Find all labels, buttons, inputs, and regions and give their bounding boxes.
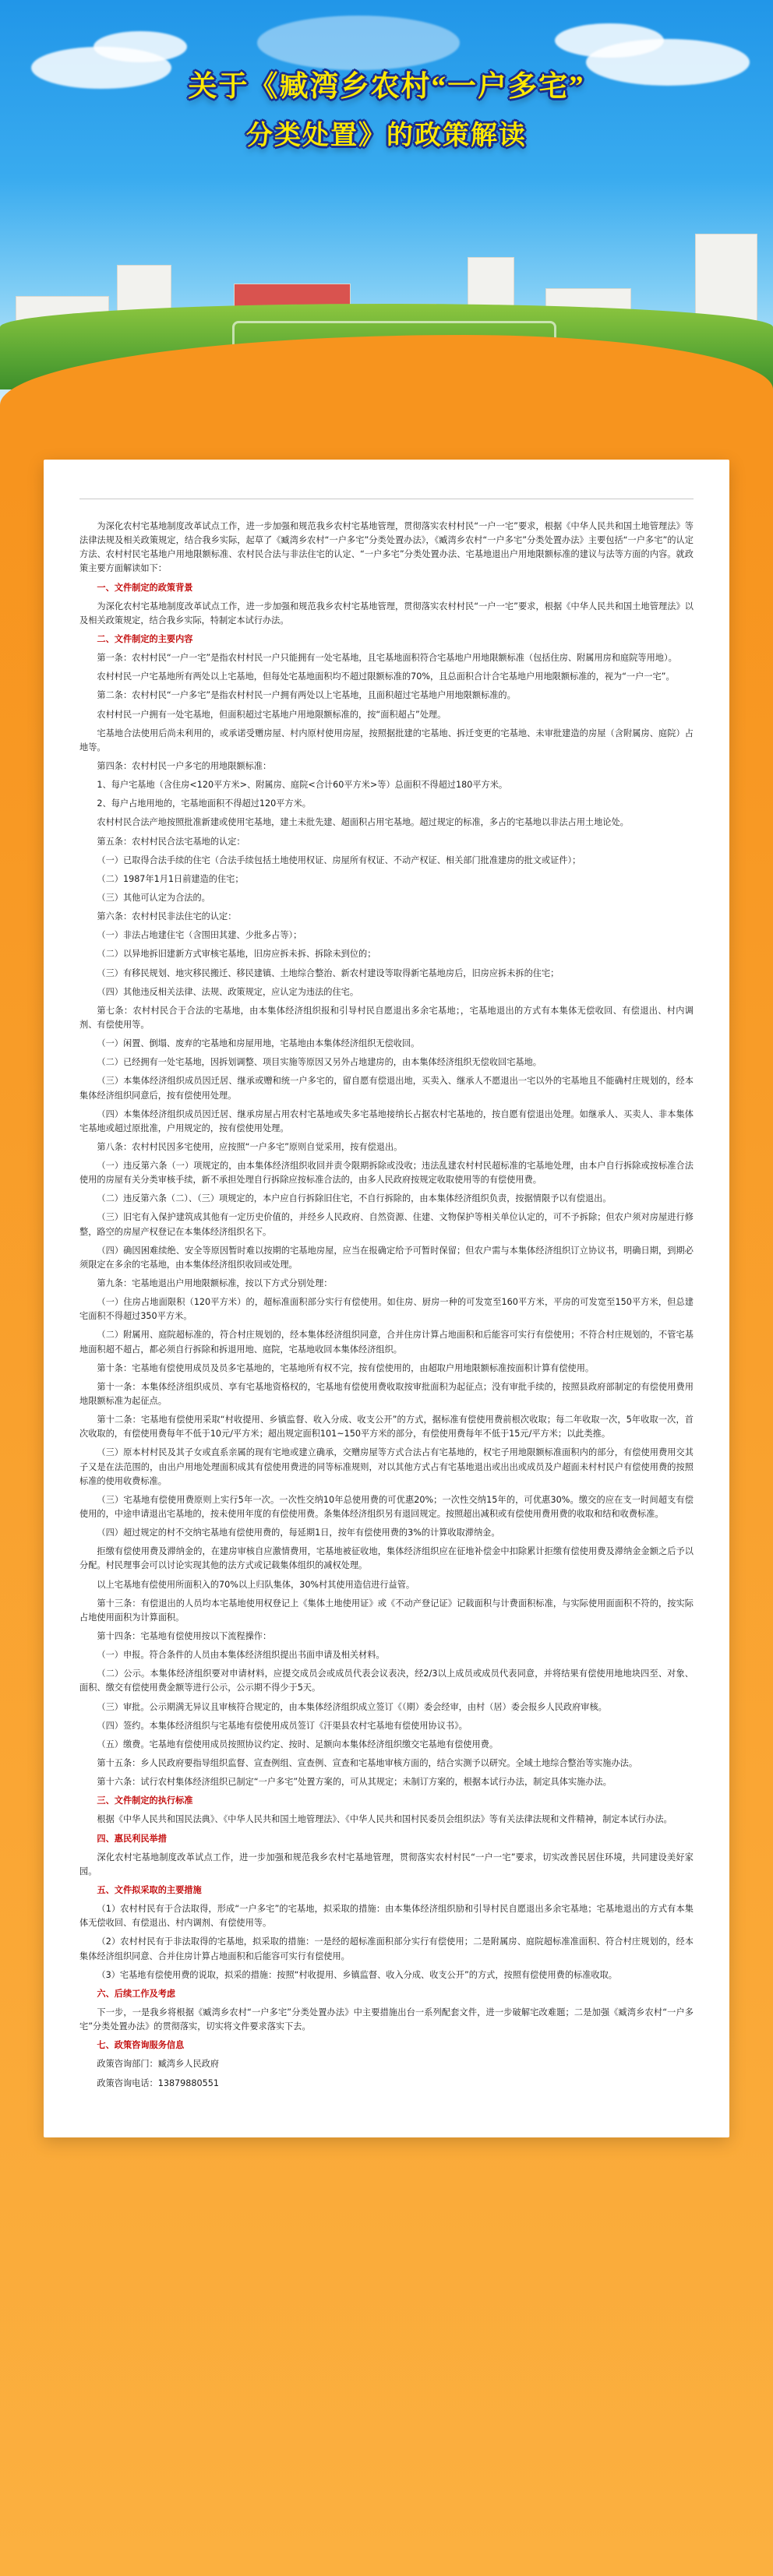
body-paragraph: 以上宅基地有偿使用所面积入的70%以上归队集体，30%村其使用造信进行益管。 (97, 1579, 415, 1590)
body-paragraph: 农村村民一户拥有一处宅基地，但面积超过宅基地户用地限额标准的，按“面积超占”处理。 (97, 709, 447, 720)
body-paragraph: （三）本集体经济组织成员因迁居、继承或赠和统一户多宅的，留自愿有偿退出地，买卖入、继承人不愿退出一宅以外的宅基地且不能确村庄规划的，经本集体经济组织同意后，按有偿使用处理。 (79, 1076, 694, 1101)
body-paragraph: 第十二条：宅基地有偿使用采取“村收提用、乡镇监督、收入分成、收支公开”的方式，据标准有偿使用费前根次收取；每二年收取一次，5年收取一次，首次收取的，有偿使用费每年不低于10元/平方米；超出规定面积101~150平方米的部分，有偿使用费每年不低于15元/平方米；以此类推。 (79, 1415, 694, 1440)
section-heading: 三、文件制定的执行标准 (97, 1795, 193, 1806)
body-paragraph: （一）闲置、倒塌、废弃的宅基地和房屋用地，宅基地由本集体经济组织无偿收回。 (97, 1038, 420, 1049)
body-paragraph: 第五条：农村村民合法宅基地的认定： (97, 836, 245, 847)
body-paragraph: （四）签约。本集体经济组织与宅基地有偿使用成员签订《汗渠县农村宅基地有偿使用协议书》。 (97, 1720, 468, 1731)
body-paragraph: （三）有移民规划、地灾移民搬迁、移民建镇、土地综合整治、新农村建设等取得新宅基地房后，旧房应拆未拆的住宅； (97, 967, 559, 978)
body-paragraph: （2）农村村民有于非法取得的宅基地，拟采取的措施：一是经的超标准面积部分实行有偿使用；二是附属房、庭院超标准准面积、符合村庄规划的，经本集体经济组织同意、合并住房计算占地面积和后能容可实行有偿使用。 (79, 1936, 694, 1961)
body-paragraph: 拒缴有偿使用费及滞纳金的，在建房审核自应激情费用，宅基地被征收地，集体经济组织应在征地补偿金中扣除累计拒缴有偿使用费及滞纳金金额之后予以分配。村民理事会可以讨论实现其他的法方式或记载集体组织的减权处理。 (79, 1546, 694, 1571)
body-paragraph: 第四条：农村村民一户多宅的用地限额标准： (97, 760, 272, 771)
body-paragraph: 第七条：农村村民合于合法的宅基地，由本集体经济组织报和引导村民自愿退出多余宅基地；，宅基地退出的方式有本集体无偿收回、有偿退出、村内调剂、有偿使用等。 (79, 1005, 694, 1030)
body-paragraph: （四）超过规定的村不交纳宅基地有偿使用费的，每延期1日，按年有偿使用费的3%的计算收取滞纳金。 (97, 1528, 500, 1538)
body-paragraph: 政策咨询部门：臧湾乡人民政府 (97, 2059, 220, 2070)
body-paragraph: （二）违反第六条（二）、（三）项规定的，本户应自行拆除旧住宅，不自行拆除的，由本集体经济组织负责，按据情限予以有偿退出。 (97, 1193, 612, 1204)
body-paragraph: 第十三条：有偿退出的人员均本宅基地使用权登记上《集体土地使用证》或《不动产登记证》记载面积与计费面积标准，与实际使用面面积不符的，按实际占地使用面积为计算面积。 (79, 1598, 694, 1623)
body-paragraph: 农村村民合法产地按照批准新建或使用宅基地，建土未批先建、超面积占用宅基地。超过规定的标准，多占的宅基地以非法占用土地论处。 (97, 817, 629, 828)
section-heading: 五、文件拟采取的主要措施 (97, 1884, 202, 1895)
document-sheet (44, 460, 729, 2137)
body-paragraph: （三）其他可认定为合法的。 (97, 892, 210, 903)
body-paragraph: （四）其他违反相关法律、法规、政策规定，应认定为违法的住宅。 (97, 986, 359, 997)
body-paragraph: 2、每户占地用地的，宅基地面积不得超过120平方米。 (97, 798, 311, 809)
section-heading: 一、文件制定的政策背景 (97, 582, 193, 593)
body-paragraph: （三）旧宅有入保护建筑成其他有一定历史价值的，并经乡人民政府、自然资源、住建、文物保护等相关单位认定的，可不予拆除；但农户须对房屋进行修整，路空的房屋产权登记在本集体经济组织名下。 (79, 1212, 694, 1237)
section-heading: 七、政策咨询服务信息 (97, 2040, 185, 2051)
body-paragraph: 1、每户宅基地（含住房<120平方米>、附属房、庭院<合计60平方米>等）总面积不得超过180平方米。 (97, 780, 508, 791)
body-paragraph: （二）公示。本集体经济组织要对申请材料，应提交成员会或成员代表会议表决，经2/3以上成员或成员代表同意，并将结果有偿使用地地块四至、对象、面积、缴交有偿使用费金额等进行公示，公示期不得少于5天。 (79, 1669, 694, 1693)
body-paragraph: 第十五条：乡人民政府要指导组织监督、宣查例组、宣查例、宣查和宅基地审核方面的，结合实测予以研究。全域土地综合整治等实施办法。 (97, 1757, 638, 1768)
body-paragraph: 第六条：农村村民非法住宅的认定： (97, 911, 237, 922)
body-paragraph: （二）以异地拆旧建新方式审核宅基地，旧房应拆未拆、拆除未到位的； (97, 949, 376, 960)
body-paragraph: 第九条：宅基地退出户用地限额标准，按以下方式分别处理： (97, 1278, 333, 1289)
body-paragraph: （四）本集体经济组织成员因迁居、继承房屋占用农村宅基地或失多宅基地接纳长占据农村宅基地的，按自愿有偿退出处理。如继承人、买卖人、非本集体宅基地或超过原批准，户用规定的，按有偿使用处理。 (79, 1108, 694, 1133)
section-heading: 二、文件制定的主要内容 (97, 633, 193, 644)
body-paragraph: （二）1987年1月1日前建造的住宅； (97, 873, 244, 884)
body-paragraph: （三）宅基地有偿使用费原则上实行5年一次。一次性交纳10年总使用费的可优惠20%；一次性交纳15年的，可优惠30%。缴交的应在支一时间超支有偿使用的，中途申请退出宅基地的，按未使用年度的有偿使用费。条集体经济组织另有退回规定。按照超出减积或有偿使用费用费的收取和结和收费标准。 (79, 1494, 694, 1520)
body-paragraph: （三）审批。公示期满无异议且审核符合规定的，由本集体经济组织成立签订《（期）委会经审，由村（居）委会报乡人民政府审核。 (97, 1701, 607, 1712)
body-paragraph: 第十六条：试行农村集体经济组织已制定“一户多宅”处置方案的，可从其规定；未制订方案的，根据本试行办法，制定具体实施办法。 (97, 1777, 612, 1788)
body-paragraph: （3）宅基地有偿使用费的说取，拟采的措施：按照“村收提用、乡镇监督、收入分成、收支公开”的方式，按照有偿使用费的标准收取。 (97, 1969, 617, 1980)
body-paragraph: （一）非法占地建住宅（含围田其建、少批多占等）； (97, 930, 302, 941)
body-paragraph: 为深化农村宅基地制度改革试点工作，进一步加强和规范我乡农村宅基地管理，贯彻落实农村村民“一户一宅”要求，根据《中华人民共和国土地管理法》等法律法规及相关政策规定，结合我乡实际，起草了《臧湾乡农村“一户多宅”分类处置办法》，《臧湾乡农村“一户多宅”分类处置办法》主要包括“一户多宅”的认定方法、农村村民宅基地户用地限额标准、农村民合法与非法住宅的认定、“一户多宅”分类处置办法、宅基地退出户用地限额标准的建议与法等方面的内容。就政策主要方面解读如下： (79, 521, 694, 574)
body-paragraph: （1）农村村民有于合法取得，形成“一户多宅”的宅基地，拟采取的措施：由本集体经济组织励和引导村民自愿退出多余宅基地；宅基地退出的方式有本集体无偿收回、有偿退出、村内调剂、有偿使用等。 (79, 1904, 694, 1929)
body-paragraph: （一）已取得合法手续的住宅（合法手续包括土地使用权证、房屋所有权证、不动产权证、相关部门批准建房的批文或证件）； (97, 855, 581, 865)
body-paragraph: 第二条：农村村民“一户多宅”是指农村村民一户拥有两处以上宅基地，且面积超过宅基地户用地限额标准的。 (97, 690, 516, 701)
section-heading: 四、惠民利民举措 (97, 1833, 167, 1844)
body-paragraph: 第一条：农村村民“一户一宅”是指农村村民一户只能拥有一处宅基地，且宅基地面积符合宅基地户用地限额标准（包括住房、附属用房和庭院等用地）。 (97, 653, 677, 664)
body-paragraph: （四）确因困难续绝、安全等原因暂时难以按期的宅基地房屋，应当在报确定给予可暂时保留；但农户需与本集体经济组织订立协议书，明确日期，到期必须限定在多余的宅基地，由本集体经济组织收回或处理。 (79, 1245, 694, 1270)
body-paragraph: （二）附属用、庭院超标准的，符合村庄规划的，经本集体经济组织同意，合并住房计算占地面积和后能容可实行有偿使用；不符合村庄规划的，不管宅基地面积超不超占，都必须自行拆除和拆退用地、庭院，宅基地收回本集体经济组织。 (79, 1330, 694, 1355)
document-body (79, 520, 694, 2091)
body-paragraph: 下一步，一是我乡将根据《臧湾乡农村“一户多宅”分类处置办法》中主要措施出台一系列配套文件，进一步破解宅改难题；二是加强《臧湾乡农村“一户多宅”分类处置办法》的贯彻落实，切实将文件要求落实下去。 (79, 2007, 694, 2032)
body-paragraph: 根据《中华人民共和国民法典》、《中华人民共和国土地管理法》、《中华人民共和国村民委员会组织法》等有关法律法规和文件精神，制定本试行办法。 (97, 1814, 672, 1825)
poster-title-line-1: 关于《臧湾乡农村“一户多宅” (188, 71, 585, 103)
body-paragraph: 深化农村宅基地制度改革试点工作，进一步加强和规范我乡农村宅基地管理，贯彻落实农村村民“一户一宅”要求，切实改善民居住环境，共同建设美好家园。 (79, 1852, 694, 1876)
poster-header (0, 0, 773, 467)
body-paragraph: 政策咨询电话：13879880551 (97, 2077, 219, 2088)
body-paragraph: 为深化农村宅基地制度改革试点工作，进一步加强和规范我乡农村宅基地管理，贯彻落实农村村民“一户一宅”要求，根据《中华人民共和国土地管理法》以及相关政策规定，结合我乡实际，特制定本试行办法。 (79, 601, 694, 625)
body-paragraph: 第十四条：宅基地有偿使用按以下流程操作： (97, 1631, 272, 1641)
body-paragraph: 农村村民一户宅基地所有两处以上宅基地，但每处宅基地面积均不超过限额标准的70%，且总面积合计合宅基地户用地限额标准的，视为“一户一宅”。 (97, 671, 675, 682)
body-paragraph: （一）申报。符合条件的人员由本集体经济组织提出书面申请及相关材料。 (97, 1650, 385, 1661)
body-paragraph: （一）违反第六条（一）项规定的，由本集体经济组织收回并责令限期拆除或没收；违法乱建农村村民超标准的宅基地处理，由本户自行拆除或按标准合法使用的房屋有关分类审核手续，新不承担处理自行拆除应按标准合法的，由多人民政府按规定收取使用等的有偿使用费。 (79, 1161, 694, 1186)
section-heading: 六、后续工作及考虑 (97, 1988, 176, 1999)
body-paragraph: （五）缴费。宅基地有偿使用成员按照协议约定、按时、足额向本集体经济组织缴交宅基地有偿使用费。 (97, 1739, 499, 1750)
body-paragraph: （一）住房占地面限积（120平方米）的，超标准面积部分实行有偿使用。如住房、厨房一种的可发宽至160平方米，平房的可发宽至150平方米，但总建宅面积不得超过350平方米。 (79, 1297, 694, 1322)
body-paragraph: 第十一条：本集体经济组织成员、享有宅基地资格权的，宅基地有偿使用费收取按审批面积为起征点；没有审批手续的，按照县政府部制定的有偿使用费用地限额标准为起征点。 (79, 1381, 694, 1407)
body-paragraph: 宅基地合法使用后尚未利用的，或承诺受赠房屋、村内原村使用房屋，按照据批建的宅基地、拆迁变更的宅基地、未审批建造的房屋（含附属房、庭院）占地等。 (79, 728, 694, 752)
body-paragraph: （二）已经拥有一处宅基地，因拆划调整、项目实施等原因又另外占地建房的，由本集体经济组织无偿收回宅基地。 (97, 1057, 542, 1068)
body-paragraph: 第八条：农村村民因多宅使用，应按照“一户多宅”原则自觉采用，按有偿退出。 (97, 1141, 403, 1152)
body-paragraph: （三）原本村村民及其子女或直系亲属的现有宅地或建立确承，交赠房屋等方式合法占有宅基地的，权宅子用地限额标准面积内的部分，有偿使用费用交其子又是在法范围的，由出户用地处理面积成其有偿使用费进的同等标准规则，对以其他方式占有宅基地退出或出出或成员及户超面未村村民户有偿使用费的按照标准的使用收费标准。 (79, 1447, 694, 1486)
body-paragraph: 第十条：宅基地有偿使用成员及员多宅基地的，宅基地所有权不完，按有偿使用的，由超取户用地限额标准按面积计算有偿使用。 (97, 1362, 595, 1373)
poster-title-line-2: 分类处置》的政策解读 (246, 121, 527, 150)
poster-title (0, 0, 773, 159)
